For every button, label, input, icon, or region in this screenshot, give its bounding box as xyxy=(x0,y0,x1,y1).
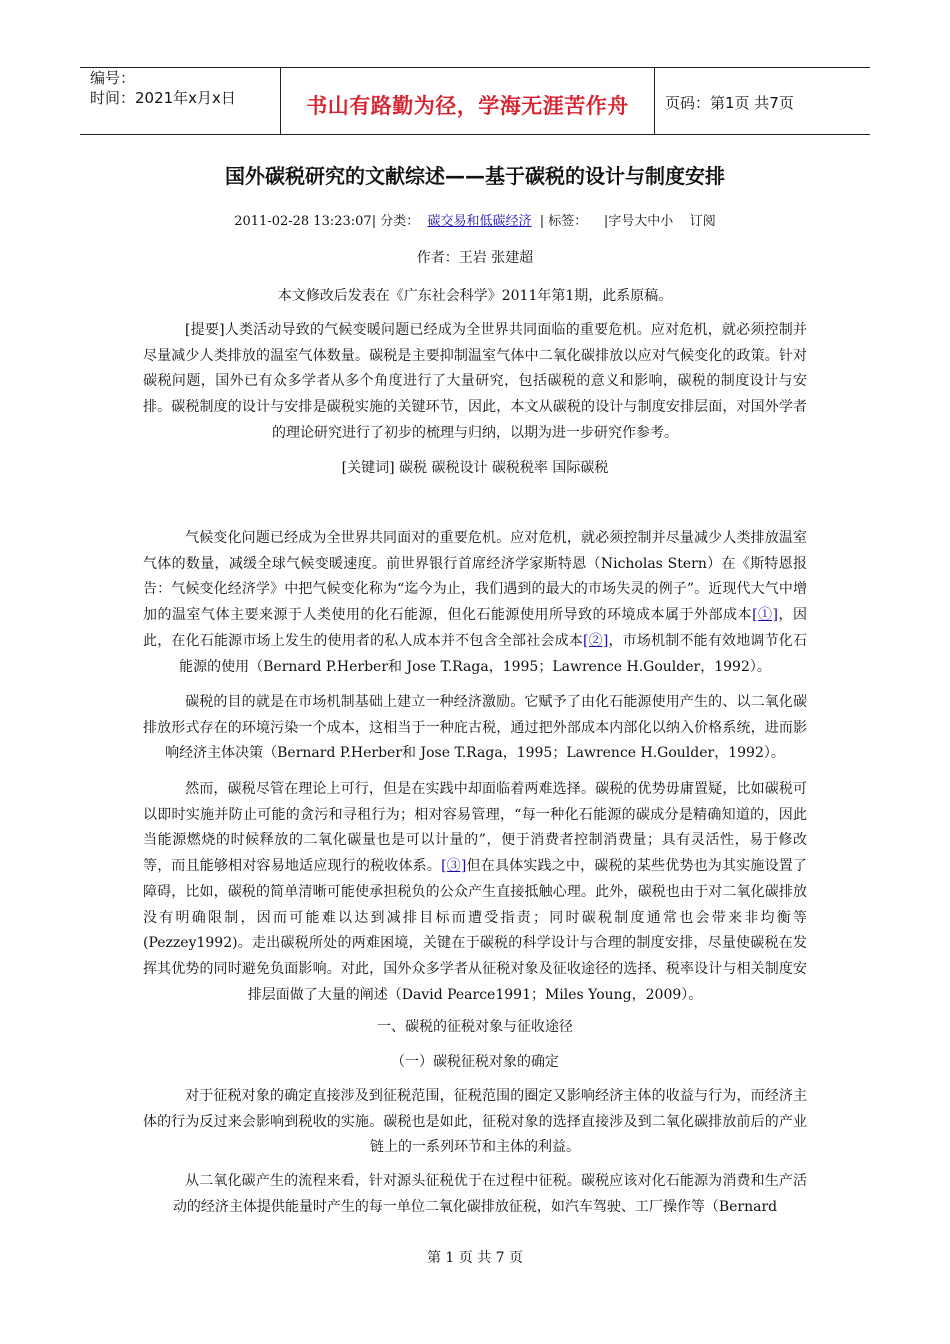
body-paragraph xyxy=(143,1169,807,1220)
publish-note: 本文修改后发表在《广东社会科学》2011年第1期，此系原稿。 xyxy=(277,288,673,304)
section-heading: 一、碳税的征税对象与征收途径 xyxy=(377,1019,573,1035)
keywords-line: [关键词] 碳税 碳税设计 碳税税率 国际碳税 xyxy=(341,460,609,476)
paragraph-text: 但在具体实践之中，碳税的某些优势也为其实施设置了障碍，比如，碳税的简单清晰可能使承担税负的公众产生直接抵触心理。此外，碳税也由于对二氧化碳排放没有明确限制，因而可能难以达到减排目标而遭受指责；同时碳税制度通常也会带来非均衡等(Pezzey1992)。走出碳税所处的两难困境，关键在于碳税的科学设计与合理的制度安排，尽量使碳税在发挥其优势的同时避免负面影响。对此，国外众多学者从征税对象及征收途径的选择、税率设计与相关制度安排层面做了大量的阐述（David Pearce1991；Miles Young，2009）。 xyxy=(143,858,808,1003)
author-line: 作者：王岩 张建超 xyxy=(416,250,534,266)
subscribe-link[interactable]: 订阅 xyxy=(689,214,716,229)
font-size-controls[interactable]: |字号大中小 xyxy=(603,214,674,229)
abstract-paragraph xyxy=(143,318,807,447)
body-paragraph xyxy=(143,1084,807,1161)
post-datetime: 2011-02-28 13:23:07| xyxy=(234,214,377,229)
tags-label: | 标签： xyxy=(539,214,588,229)
document-number-label: 编号： xyxy=(90,69,136,87)
paragraph-text: ，市场机制不能有效地调节化石能源的使用（Bernard P.Herber和 Jose T.Raga，1995；Lawrence H.Goulder，1992）。 xyxy=(179,632,807,675)
footnote-link[interactable]: [①] xyxy=(752,607,778,624)
footnote-link[interactable]: [③] xyxy=(441,858,467,875)
footnote-link[interactable]: [②] xyxy=(582,632,609,649)
paragraph-text: 然而，碳税尽管在理论上可行，但是在实践中却面临着两难选择。碳税的优势毋庸置疑，比如碳税可以即时实施并防止可能的贪污和寻租行为；相对容易管理，“每一种化石能源的碳成分是精确知道的，因此当能源燃烧的时候释放的二氧化碳量也是可以计量的”，便于消费者控制消费量；具有灵活性，易于修改等，而且能够相对容易地适应现行的税收体系。 xyxy=(143,781,807,875)
abstract-text: [提要]人类活动导致的气候变暖问题已经成为全世界共同面临的重要危机。应对危机，就必须控制并尽量减少人类排放的温室气体数量。碳税是主要抑制温室气体中二氧化碳排放以应对气候变化的政策。针对碳税问题，国外已有众多学者从多个角度进行了大量研究，包括碳税的意义和影响，碳税的制度设计与安排。碳税制度的设计与安排是碳税实施的关键环节，因此，本文从碳税的设计与制度安排层面，对国外学者的理论研究进行了初步的梳理与归纳，以期为进一步研究作参考。 xyxy=(143,322,807,441)
document-header xyxy=(80,67,870,135)
article-title: 国外碳税研究的文献综述——基于碳税的设计与制度安排 xyxy=(225,164,725,188)
body-paragraph xyxy=(143,526,807,680)
header-motto: 书山有路勤为径，学海无涯苦作舟 xyxy=(306,94,629,118)
paragraph-text: 气候变化问题已经成为全世界共同面对的重要危机。应对危机，就必须控制并尽量减少人类排放温室气体的数量，减缓全球气候变暖速度。前世界银行首席经济学家斯特恩（Nicholas Stern）在《斯特恩报告：气候变化经济学》中把气候变化称为“迄今为止，我们遇到的最大的市场失灵的例子”。近现代大气中增加的温室气体主要来源于人类使用的化石能源，但化石能源使用所导致的环境成本属于外部成本 xyxy=(143,530,807,624)
paragraph-text: ，因此，在化石能源市场上发生的使用者的私人成本并不包含全部社会成本 xyxy=(143,607,808,649)
body-paragraph xyxy=(143,690,807,767)
body-paragraph xyxy=(143,777,807,1008)
paragraph-text: 碳税的目的就是在市场机制基础上建立一种经济激励。它赋予了由化石能源使用产生的、以二氧化碳排放形式存在的环境污染一个成本，这相当于一种庇古税，通过把外部成本内部化以纳入价格系统，进而影响经济主体决策（Bernard P.Herber和 Jose T.Raga，1995；Lawrence H.Goulder，1992）。 xyxy=(143,694,807,762)
paragraph-text: 从二氧化碳产生的流程来看，针对源头征税优于在过程中征税。碳税应该对化石能源为消费和生产活动的经济主体提供能量时产生的每一单位二氧化碳排放征税，如汽车驾驶、工厂操作等（Bernard xyxy=(172,1173,807,1215)
subsection-heading: （一）碳税征税对象的确定 xyxy=(391,1054,559,1070)
header-motto-cell xyxy=(280,68,655,134)
document-date-label: 时间：2021年x月x日 xyxy=(90,89,236,107)
header-page-info: 页码：第1页 共7页 xyxy=(665,94,794,112)
page-footer: 第 1 页 共 7 页 xyxy=(426,1250,524,1266)
header-left-cell xyxy=(80,68,280,134)
paragraph-text: 对于征税对象的确定直接涉及到征税范围，征税范围的圈定又影响经济主体的收益与行为，而经济主体的行为反过来会影响到税收的实施。碳税也是如此，征税对象的选择直接涉及到二氧化碳排放前后的产业链上的一系列环节和主体的利益。 xyxy=(143,1088,807,1156)
category-label: 分类： xyxy=(380,214,420,229)
category-link[interactable]: 碳交易和低碳经济 xyxy=(427,214,532,229)
article-meta xyxy=(0,210,950,229)
